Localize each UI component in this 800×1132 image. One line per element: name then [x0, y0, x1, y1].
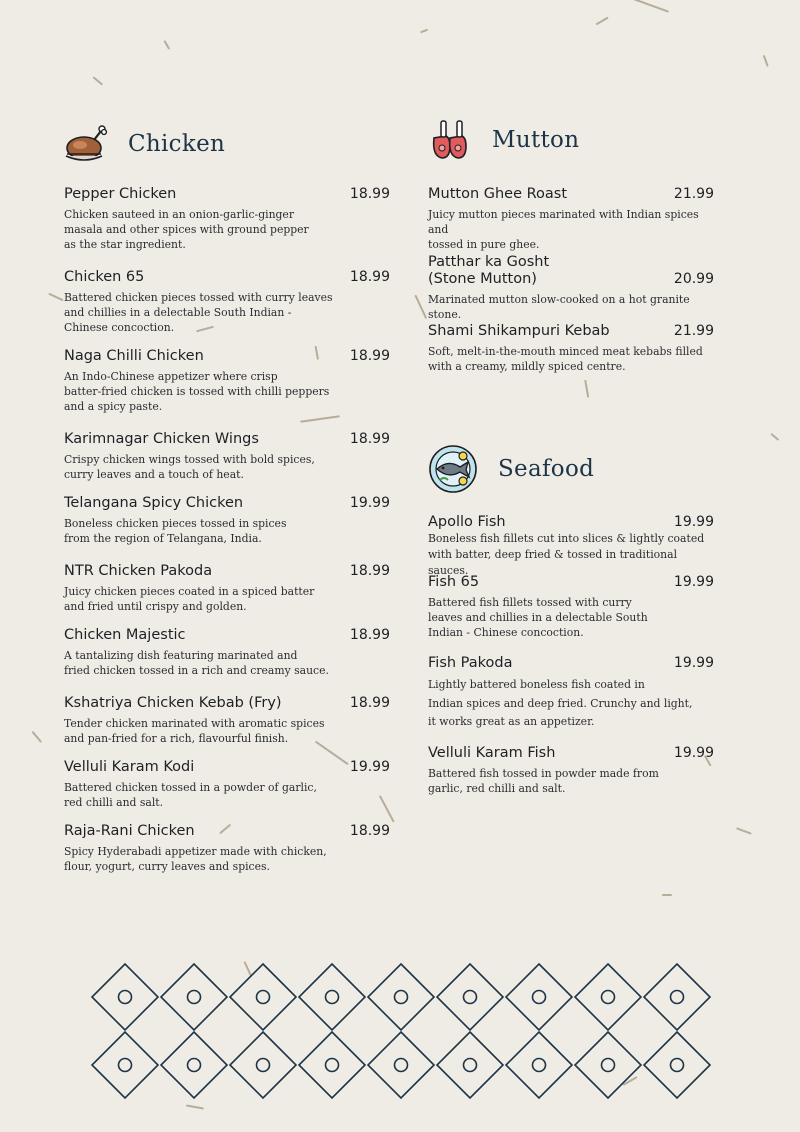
pattern-diamond — [92, 964, 158, 1030]
diamond-pattern-icon — [88, 960, 712, 1102]
item-name: NTR Chicken Pakoda — [64, 563, 213, 579]
pattern-diamond — [644, 964, 710, 1030]
seafood-section-header — [428, 444, 594, 494]
item-name: Fish Pakoda — [428, 655, 513, 671]
item-price: 20.99 — [673, 271, 714, 287]
item-description: Tender chicken marinated with aromatic spices and pan-fried for a rich, flavourful finish. — [64, 717, 325, 745]
item-description: Battered fish tossed in powder made from garlic, red chilli and salt. — [428, 767, 659, 795]
item-price: 18.99 — [349, 627, 390, 643]
menu-item — [428, 323, 714, 374]
item-description: Chicken sauteed in an onion-garlic-ginger masala and other spices with ground pepper as the star ingredient. — [64, 208, 309, 251]
item-description: Boneless fish fillets cut into slices & lightly coated with batter, deep fried & tossed in traditional sauces. — [428, 532, 705, 577]
item-price: 18.99 — [349, 348, 390, 364]
item-name: Telangana Spicy Chicken — [64, 495, 244, 511]
menu-item — [428, 514, 714, 579]
item-description: Marinated mutton slow-cooked on a hot granite stone. — [428, 293, 690, 321]
lamb-chops-icon — [428, 118, 472, 162]
item-name: Velluli Karam Kodi — [64, 759, 195, 775]
paper-speck — [93, 76, 103, 85]
item-name: Karimnagar Chicken Wings — [64, 431, 259, 447]
item-price: 18.99 — [349, 431, 390, 447]
pattern-diamond — [230, 1032, 296, 1098]
mutton-section-title: Mutton — [492, 127, 580, 153]
chicken-section-header — [64, 122, 225, 166]
item-description: Battered chicken tossed in a powder of garlic, red chilli and salt. — [64, 781, 317, 809]
item-name: Kshatriya Chicken Kebab (Fry) — [64, 695, 282, 711]
roast-chicken-icon — [64, 122, 108, 166]
menu-item — [64, 695, 390, 746]
menu-item — [64, 348, 390, 414]
pattern-diamond — [368, 964, 434, 1030]
item-description: A tantalizing dish featuring marinated and fried chicken tossed in a rich and creamy sauce. — [64, 649, 329, 677]
item-name: Chicken 65 — [64, 269, 145, 285]
item-description: Juicy chicken pieces coated in a spiced batter and fried until crispy and golden. — [64, 585, 315, 613]
item-description: An Indo-Chinese appetizer where crisp batter-fried chicken is tossed with chilli peppers and a spicy paste. — [64, 370, 330, 413]
pattern-diamond — [575, 1032, 641, 1098]
item-description: Crispy chicken wings tossed with bold spices, curry leaves and a touch of heat. — [64, 453, 315, 481]
paper-speck — [300, 415, 340, 422]
item-name: Pepper Chicken — [64, 186, 177, 202]
item-description: Boneless chicken pieces tossed in spices from the region of Telangana, India. — [64, 517, 287, 545]
menu-item — [64, 431, 390, 482]
pattern-diamond — [506, 1032, 572, 1098]
item-name: Raja-Rani Chicken — [64, 823, 195, 839]
paper-speck — [736, 827, 752, 834]
item-price: 21.99 — [673, 186, 714, 202]
paper-speck — [771, 433, 780, 441]
item-description: Soft, melt-in-the-mouth minced meat kebabs filled with a creamy, mildly spiced centre. — [428, 345, 703, 373]
item-price: 18.99 — [349, 695, 390, 711]
seafood-section-title: Seafood — [498, 456, 595, 482]
pattern-diamond — [437, 964, 503, 1030]
menu-item — [428, 186, 714, 252]
pattern-diamond — [230, 964, 296, 1030]
pattern-diamond — [368, 1032, 434, 1098]
paper-speck — [32, 731, 42, 743]
paper-speck — [631, 0, 669, 12]
item-description: Spicy Hyderabadi appetizer made with chicken, flour, yogurt, curry leaves and spices. — [64, 845, 327, 873]
item-price: 19.99 — [349, 759, 390, 775]
paper-speck — [164, 40, 170, 49]
item-price: 19.99 — [673, 655, 714, 671]
menu-item — [64, 269, 390, 335]
paper-speck — [420, 29, 428, 33]
item-name: Velluli Karam Fish — [428, 745, 556, 761]
menu-item — [64, 495, 390, 546]
menu-item — [428, 574, 714, 640]
menu-item — [64, 823, 390, 874]
item-price: 19.99 — [349, 495, 390, 511]
item-name: Chicken Majestic — [64, 627, 186, 643]
item-name: Mutton Ghee Roast — [428, 186, 568, 202]
pattern-diamond — [644, 1032, 710, 1098]
mutton-section-header — [428, 118, 579, 162]
item-price: 18.99 — [349, 563, 390, 579]
item-description: Battered fish fillets tossed with curry leaves and chillies in a delectable South Indian - Chinese concoction. — [428, 596, 648, 639]
paper-speck — [48, 293, 63, 301]
item-description: Juicy mutton pieces marinated with Indian spices and tossed in pure ghee. — [428, 208, 699, 251]
menu-item — [64, 186, 390, 252]
item-name: Patthar ka Gosht (Stone Mutton) — [428, 254, 550, 287]
item-name: Shami Shikampuri Kebab — [428, 323, 610, 339]
item-price: 18.99 — [349, 823, 390, 839]
pattern-diamond — [506, 964, 572, 1030]
item-description: Lightly battered boneless fish coated in Indian spices and deep fried. Crunchy and light, it works great as an appetizer. — [428, 678, 693, 728]
item-name: Apollo Fish — [428, 514, 506, 530]
item-price: 19.99 — [673, 574, 714, 590]
item-price: 19.99 — [673, 745, 714, 761]
item-price: 21.99 — [673, 323, 714, 339]
pattern-diamond — [575, 964, 641, 1030]
item-price: 18.99 — [349, 186, 390, 202]
pattern-diamond — [299, 1032, 365, 1098]
pattern-diamond — [161, 1032, 227, 1098]
pattern-diamond — [161, 964, 227, 1030]
paper-speck — [763, 55, 769, 67]
menu-item — [428, 745, 714, 796]
menu-item — [64, 759, 390, 810]
fish-plate-icon — [428, 444, 478, 494]
item-description: Battered chicken pieces tossed with curry leaves and chillies in a delectable South Indian - Chinese concoction. — [64, 291, 333, 334]
pattern-diamond — [299, 964, 365, 1030]
chicken-section-title: Chicken — [128, 131, 226, 157]
menu-item — [64, 627, 390, 678]
item-price: 18.99 — [349, 269, 390, 285]
paper-speck — [596, 17, 609, 25]
menu-item — [64, 563, 390, 614]
item-name: Naga Chilli Chicken — [64, 348, 204, 364]
item-name: Fish 65 — [428, 574, 480, 590]
item-price: 19.99 — [673, 514, 714, 530]
paper-speck — [186, 1104, 204, 1109]
pattern-diamond — [437, 1032, 503, 1098]
menu-item — [428, 655, 714, 732]
menu-item — [428, 254, 714, 322]
paper-speck — [662, 894, 672, 896]
paper-speck — [415, 295, 427, 319]
pattern-diamond — [92, 1032, 158, 1098]
paper-speck — [585, 380, 590, 398]
